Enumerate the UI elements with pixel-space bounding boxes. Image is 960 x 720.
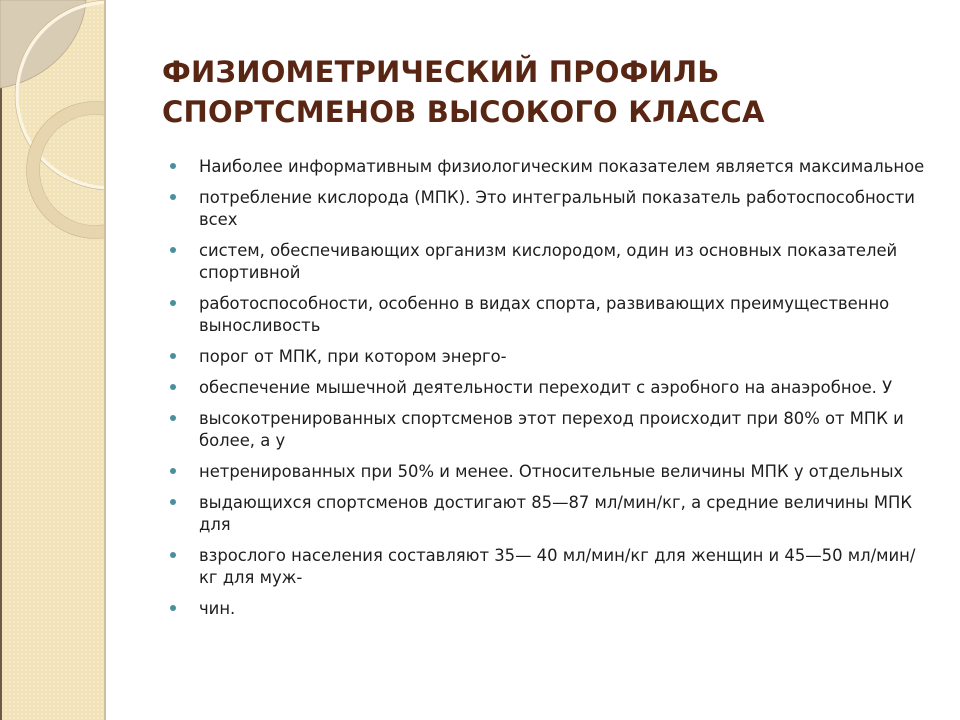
bullet-text: чин. <box>199 599 236 618</box>
bullet-text: работоспособности, особенно в видах спорта, развивающих преимущественно выносливость <box>199 294 890 335</box>
bullet-dot-icon <box>170 194 176 200</box>
bullet-dot-icon <box>170 300 176 306</box>
bullet-item <box>168 598 928 620</box>
slide-title-line-1: ФИЗИОМЕТРИЧЕСКИЙ ПРОФИЛЬ <box>162 55 720 89</box>
bullet-text: систем, обеспечивающих организм кислородом, один из основных показателей спортивной <box>199 241 898 282</box>
bullet-dot-icon <box>170 468 176 474</box>
bullet-text: выдающихся спортсменов достигают 85—87 мл/мин/кг, а средние величины МПК для <box>199 493 913 534</box>
bullet-list <box>168 156 928 629</box>
bullet-dot-icon <box>170 163 176 169</box>
slide-title-line-2: СПОРТСМЕНОВ ВЫСОКОГО КЛАССА <box>162 95 765 129</box>
bullet-dot-icon <box>170 247 176 253</box>
bullet-item <box>168 293 928 337</box>
bullet-text: высокотренированных спортсменов этот переход происходит при 80% от МПК и более, а у <box>199 409 904 450</box>
bullet-dot-icon <box>170 552 176 558</box>
bullet-dot-icon <box>170 384 176 390</box>
bullet-item <box>168 408 928 452</box>
bullet-item <box>168 346 928 368</box>
bullet-text: потребление кислорода (МПК). Это интегральный показатель работоспособности всех <box>199 188 915 229</box>
bullet-text: Наиболее информативным физиологическим показателем является максимальное <box>199 157 925 176</box>
bullet-text: обеспечение мышечной деятельности переходит с аэробного на анаэробное. У <box>199 378 893 397</box>
bullet-dot-icon <box>170 605 176 611</box>
bullet-item <box>168 545 928 589</box>
bullet-item <box>168 240 928 284</box>
bullet-item <box>168 156 928 178</box>
bullet-dot-icon <box>170 415 176 421</box>
bullet-item <box>168 187 928 231</box>
bullet-text: нетренированных при 50% и менее. Относительные величины МПК у отдельных <box>199 462 904 481</box>
decorative-circles-icon <box>0 0 104 260</box>
bullet-item <box>168 492 928 536</box>
decorative-side-strip <box>0 0 106 720</box>
slide-title <box>162 52 922 132</box>
bullet-text: взрослого населения составляют 35— 40 мл/мин/кг для женщин и 45—50 мл/мин/кг для муж- <box>199 546 916 587</box>
bullet-item <box>168 377 928 399</box>
bullet-text: порог от МПК, при котором энерго- <box>199 347 507 366</box>
bullet-dot-icon <box>170 353 176 359</box>
bullet-item <box>168 461 928 483</box>
bullet-dot-icon <box>170 499 176 505</box>
